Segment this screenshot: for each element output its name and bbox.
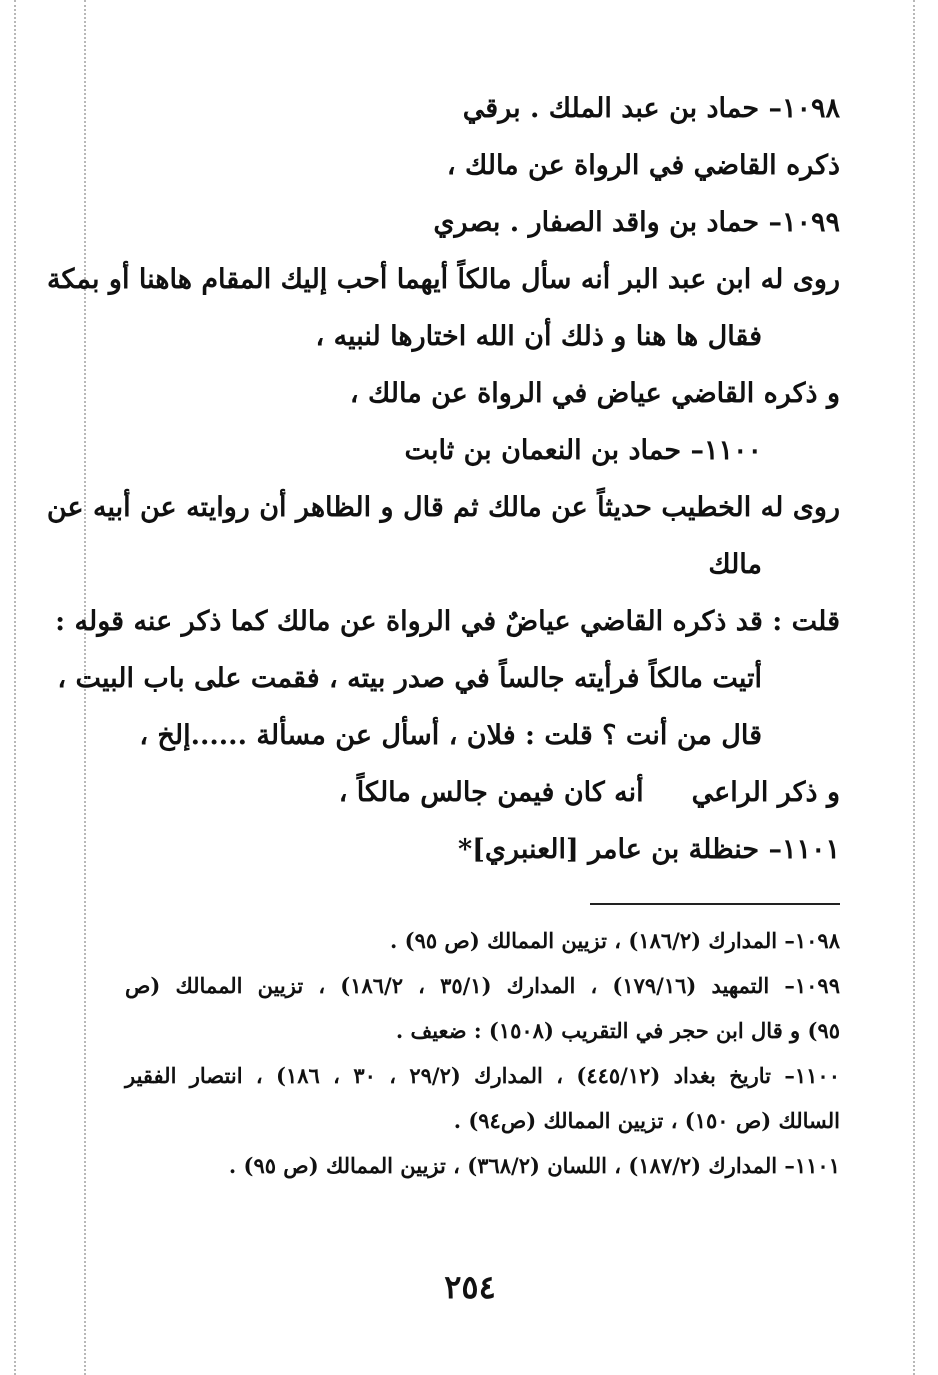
page-number: ٢٥٤ bbox=[444, 1268, 496, 1306]
footnote-1101: ١١٠١– المدارك (١٨٧/٢) ، اللسان (٣٦٨/٢) ، تزيين الممالك (ص ٩٥) . bbox=[228, 1153, 840, 1178]
entry-1100-title: ١١٠٠– حماد بن النعمان بن ثابت bbox=[404, 435, 762, 466]
entry-1099-text-1: روى له ابن عبد البر أنه سأل مالكاً أيهما أحب إليك المقام هاهنا أو بمكة bbox=[47, 264, 840, 295]
footnotes bbox=[125, 918, 840, 1188]
entry-1100-text-6a: و ذكر الراعي bbox=[691, 777, 840, 808]
footnote-separator bbox=[590, 903, 840, 905]
entry-1100-text-2: مالك bbox=[708, 549, 762, 580]
entry-1100-text-4: أتيت مالكاً فرأيته جالساً في صدر بيته ، فقمت على باب البيت ، bbox=[57, 663, 762, 694]
entry-1100-text-6b: أنه كان فيمن جالس مالكاً ، bbox=[338, 777, 644, 808]
entry-1098-title: ١٠٩٨– حماد بن عبد الملك . برقي bbox=[462, 93, 840, 124]
entry-1100-text-6 bbox=[95, 764, 840, 821]
entry-1100-text-3: قلت : قد ذكره القاضي عياضٌ في الرواة عن مالك كما ذكر عنه قوله : bbox=[55, 606, 840, 637]
footnote-1099-line-1: ١٠٩٩– التمهيد (١٧٩/١٦) ، المدارك (٣٥/١ ، ١٨٦/٢) ، تزيين الممالك (ص bbox=[125, 973, 840, 998]
margin-dotted-line-right bbox=[913, 0, 915, 1375]
main-text bbox=[46, 80, 840, 878]
entry-1099-text-2: فقال ها هنا و ذلك أن الله اختارها لنبيه ، bbox=[315, 321, 762, 352]
entry-1098-text: ذكره القاضي في الرواة عن مالك ، bbox=[446, 150, 840, 181]
footnote-1098: ١٠٩٨– المدارك (١٨٦/٢) ، تزيين الممالك (ص ٩٥) . bbox=[390, 928, 840, 953]
entry-1101-title: ١١٠١– حنظلة بن عامر [العنبري]* bbox=[457, 834, 840, 865]
entry-1099-text-3: و ذكره القاضي عياض في الرواة عن مالك ، bbox=[349, 378, 840, 409]
footnote-1100-line-1: ١١٠٠– تاريخ بغداد (٤٤٥/١٢) ، المدارك (٢٩/٢ ، ٣٠ ، ١٨٦) ، انتصار الفقير bbox=[125, 1063, 840, 1088]
margin-dotted-line-left bbox=[14, 0, 16, 1375]
entry-1100-text-1: روى له الخطيب حديثاً عن مالك ثم قال و الظاهر أن روايته عن أبيه عن bbox=[46, 492, 840, 523]
entry-1100-text-5: قال من أنت ؟ قلت : فلان ، أسأل عن مسألة ......إلخ ، bbox=[139, 720, 762, 751]
footnote-1099-line-2: ٩٥) و قال ابن حجر في التقريب (١٥٠٨) : ضعيف . bbox=[395, 1018, 840, 1043]
footnote-1100-line-2: السالك (ص ١٥٠) ، تزيين الممالك (ص٩٤) . bbox=[453, 1108, 840, 1133]
entry-1099-title: ١٠٩٩– حماد بن واقد الصفار . بصري bbox=[433, 207, 840, 238]
